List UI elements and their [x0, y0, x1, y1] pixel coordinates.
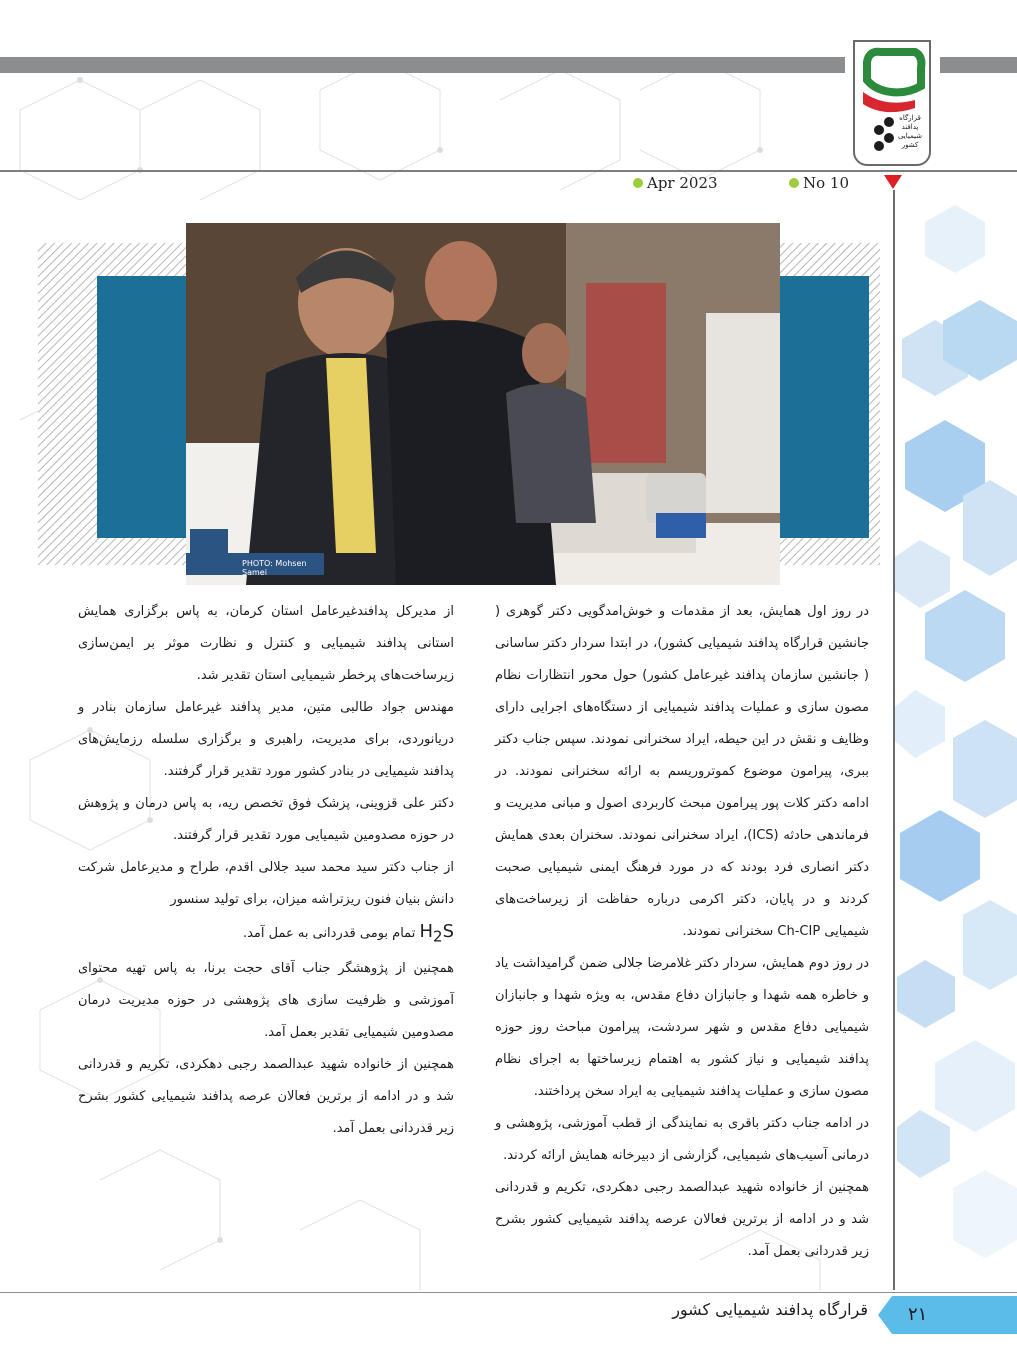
green-dot-icon [789, 178, 799, 188]
footer-title: قرارگاه پدافند شیمیایی کشور [672, 1300, 868, 1319]
blue-panel-right [778, 276, 869, 538]
logo-text-line: شیمیایی [897, 132, 923, 140]
event-photo [186, 223, 780, 585]
page-number-badge [878, 1296, 1017, 1334]
article-column-left [78, 596, 454, 1145]
footer-divider [0, 1292, 1017, 1293]
page-tab-shape [878, 1296, 1017, 1334]
red-triangle-icon [884, 175, 902, 189]
paragraph: از مدیرکل پدافندغیرعامل استان کرمان، به پاس برگزاری همایش استانی پدافند شیمیایی و کنترل و نظارت موثر بر ایمن‌سازی زیرساخت‌های پرخطر شیمیایی استان تقدیر شد. [78, 604, 454, 683]
blue-hexagon-decoration [895, 205, 1017, 1258]
paragraph: مهندس جواد طالبی متین، مدیر پدافند غیرعامل سازمان بنادر و دریانوردی، برای مدیریت، راهبری و برگزاری سلسله رزمایش‌های پدافند شیمیایی در بنادر کشور مورد تقدیر قرار گرفتند. [78, 700, 454, 779]
logo-text-line: پدافند [901, 123, 919, 131]
formula-base: H [419, 921, 434, 942]
issue-number-text: No 10 [803, 174, 850, 192]
paragraph: از جناب دکتر سید محمد سید جلالی اقدم، طراح و مدیرعامل شرکت دانش بنیان فنون ریزتراشه میزان، برای تولید سنسور [78, 860, 454, 907]
photo-credit [186, 553, 324, 575]
paragraph: در روز دوم همایش، سردار دکتر غلامرضا جلالی ضمن گرامیداشت یاد و خاطره همه شهدا و جانبازان دفاع مقدس، به ویژه شهدا و جانبازان شیمیایی دفاع مقدس و شهر سردشت، پیرامون مباحث روز حوزه پدافند شیمیایی و نیاز کشور به اهتمام زیرساختها به اجرای نظام مصون سازی و عملیات پدافند شیمیایی به ایراد سخن پرداختند. [495, 956, 869, 1099]
paragraph: در ادامه جناب دکتر باقری به نمایندگی از قطب آموزشی، پژوهشی و درمانی آسیب‌های شیمیایی، گزارشی از دبیرخانه همایش ارائه کردند. [495, 1116, 869, 1163]
logo-text-line: کشور [901, 141, 919, 149]
paragraph: همچنین از پژوهشگر جناب آقای حجت برنا، به پاس تهیه محتوای آموزشی و ظرفیت سازی های پژوهشی در حوزه مدیریت درمان مصدومین شیمیایی تقدیر بعمل آمد. [78, 960, 454, 1040]
paragraph-text: تمام بومی قدردانی به عمل آمد. [242, 926, 416, 941]
issue-number [789, 174, 849, 192]
paragraph [78, 916, 454, 953]
paragraph: همچنین از خانواده شهید عبدالصمد رجبی دهکردی، تکریم و قدردانی شد و در ادامه از برترین فعالان عرصه پدافند شیمیایی کشور بشرح زیر قدردانی بعمل آمد. [495, 1180, 869, 1259]
formula-subscript: 2 [433, 927, 443, 946]
issue-date [633, 174, 718, 192]
logo-text [893, 114, 927, 150]
photo-illustration [186, 223, 780, 585]
issue-date-text: Apr 2023 [647, 174, 718, 192]
paragraph: دکتر علی قزوینی، پزشک فوق تخصص ریه، به پاس درمان و پژوهش در حوزه مصدومین شیمیایی مورد تقدیر قرار گرفتند. [78, 796, 454, 843]
agency-logo-icon [190, 529, 228, 573]
top-bar-left [0, 57, 845, 73]
paragraph: همچنین از خانواده شهید عبدالصمد رجبی دهکردی، تکریم و قدردانی شد و در ادامه از برترین فعالان عرصه پدافند شیمیایی کشور بشرح زیر قدردانی بعمل آمد. [78, 1056, 454, 1136]
formula-tail: S [442, 921, 454, 942]
header-divider [0, 170, 1017, 172]
blue-panel-left [97, 276, 192, 538]
photo-credit-text: PHOTO: Mohsen Samei [242, 559, 307, 577]
logo [853, 40, 931, 166]
vertical-divider [893, 190, 895, 1290]
green-dot-icon [633, 178, 643, 188]
article-column-right [495, 596, 869, 1268]
h2s-formula [419, 921, 454, 946]
paragraph: در روز اول همایش، بعد از مقدمات و خوش‌امدگویی دکتر گوهری ( جانشین قرارگاه پدافند شیمیایی کشور)، در ابتدا سردار دکتر ساسانی ( جانشین سازمان پدافند غیرعامل کشور) حول محور انتظارات نظام مصون سازی و عملیات پدافند شیمیایی از دستگاه‌های اجرایی دارای وظایف و نقش در این حیطه، ایراد سخنرانی نمودند. سپس جناب دکتر ببری، پیرامون موضوع کموتروریسم به ارائه سخنرانی نمودند. در ادامه دکتر کلات پور پیرامون مبحث کاربردی اصول و مبانی مدیریت و فرماندهی حادثه (ICS)، ایراد سخنرانی نمودند. سخنران بعدی همایش دکتر انصاری فرد بودند که در مورد فرهنگ ایمنی شیمیایی صحبت کردند و در پایان، دکتر اکرمی درباره حفاظت از زیرساخت‌های شیمیایی Ch-CIP سخنرانی نمودند. [495, 604, 869, 939]
logo-text-line: قرارگاه [899, 114, 921, 122]
page-number: ۲۱ [908, 1304, 928, 1325]
top-bar-right [940, 57, 1017, 73]
